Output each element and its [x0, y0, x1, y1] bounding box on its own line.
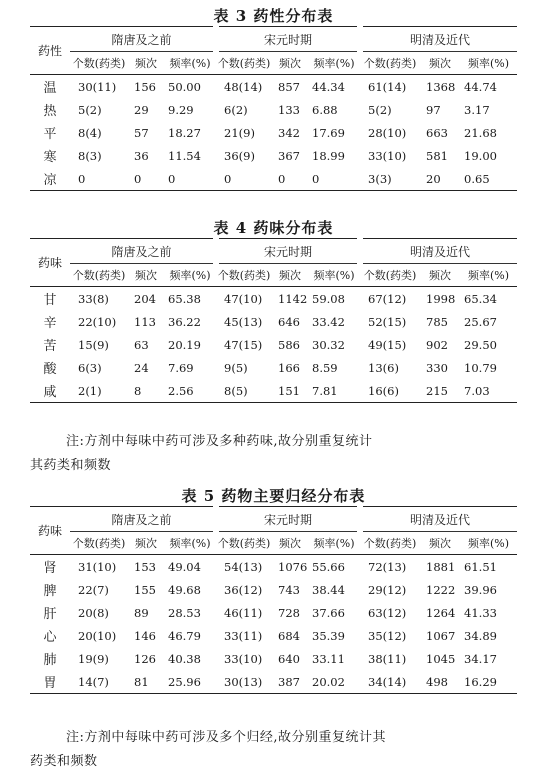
table3-attr-header: 药性 — [30, 27, 70, 75]
table3-cell: 6.88 — [312, 102, 338, 117]
table3-row-label: 温 — [43, 81, 57, 96]
table-4-block — [30, 218, 517, 403]
table-4-title: 表 4 药味分布表 — [213, 219, 334, 237]
table4-cell: 59.08 — [312, 291, 345, 306]
table3-cell: 18.99 — [312, 148, 345, 163]
table4-cell: 586 — [278, 337, 300, 352]
table4-cell: 65.38 — [168, 291, 201, 306]
table3-period-header: 宋元时期 — [216, 27, 360, 52]
table-row — [30, 75, 517, 99]
table4-cell: 13(6) — [368, 360, 399, 375]
table5-cell: 498 — [420, 670, 460, 694]
table4-cell: 47(10) — [224, 291, 263, 306]
table4-period-header: 隋唐及之前 — [70, 239, 216, 264]
table4-subheader: 频率(%) — [308, 264, 360, 287]
table5-cell: 387 — [272, 670, 308, 694]
table5-cell: 20.02 — [308, 670, 360, 694]
table5-cell: 684 — [278, 628, 300, 643]
table5-period-header: 隋唐及之前 — [70, 507, 216, 532]
table5-subheader: 个数(药类) — [216, 532, 272, 555]
table3-cell: 20 — [420, 167, 460, 191]
table5-cell: 37.66 — [312, 605, 345, 620]
table4-cell: 646 — [278, 314, 300, 329]
table3-cell: 0 — [128, 167, 164, 191]
table5-cell: 46.79 — [168, 628, 201, 643]
table3-cell: 19.00 — [464, 148, 497, 163]
table-row — [30, 578, 517, 601]
table5-cell: 29(12) — [368, 582, 407, 597]
table3-cell: 44.34 — [312, 79, 345, 94]
table3-cell: 21.68 — [464, 125, 497, 140]
table5-cell: 28.53 — [168, 605, 201, 620]
table5-cell: 31(10) — [78, 559, 117, 574]
table3-cell: 156 — [134, 79, 156, 94]
table-5-note-line-2: 药类和频数 — [30, 754, 98, 769]
table5-cell: 1881 — [426, 559, 456, 574]
table3-cell: 61(14) — [368, 79, 407, 94]
table3-cell: 8(4) — [78, 125, 102, 140]
table5-cell: 20(8) — [78, 605, 109, 620]
table5-cell: 38.44 — [312, 582, 345, 597]
table5-row-label: 肺 — [43, 653, 57, 668]
table4-row-label: 甘 — [43, 293, 57, 308]
table5-cell: 14(7) — [70, 670, 128, 694]
table4-cell: 166 — [278, 360, 300, 375]
table4-cell: 204 — [134, 291, 156, 306]
table5-cell: 34.17 — [464, 651, 497, 666]
table3-cell: 133 — [278, 102, 300, 117]
table3-cell: 581 — [426, 148, 448, 163]
table4-cell: 33.42 — [312, 314, 345, 329]
table-4-note-line-1: 注:方剂中每味中药可涉及多种药味,故分别重复统计 — [66, 434, 373, 449]
table4-cell: 2.56 — [164, 379, 216, 403]
table-row — [30, 670, 517, 694]
table4-cell: 215 — [420, 379, 460, 403]
table5-row-label: 脾 — [43, 584, 57, 599]
table-row — [30, 287, 517, 311]
table5-subheader: 频率(%) — [460, 532, 517, 555]
table5-subheader: 频次 — [420, 532, 460, 555]
table5-subheader: 频次 — [272, 532, 308, 555]
table4-cell: 7.03 — [460, 379, 517, 403]
table3-cell: 18.27 — [168, 125, 201, 140]
table4-row-label: 酸 — [43, 362, 57, 377]
table3-cell: 0 — [70, 167, 128, 191]
table3-row-label: 凉 — [30, 167, 70, 191]
table3-cell: 0.65 — [460, 167, 517, 191]
table4-cell: 33(8) — [78, 291, 109, 306]
table5-cell: 20(10) — [78, 628, 117, 643]
table-row — [30, 121, 517, 144]
table4-cell: 1998 — [426, 291, 456, 306]
table4-subheader: 频次 — [420, 264, 460, 287]
table3-cell: 48(14) — [224, 79, 263, 94]
table5-period-header: 明清及近代 — [360, 507, 517, 532]
table5-cell: 40.38 — [168, 651, 201, 666]
table5-cell: 743 — [278, 582, 300, 597]
table-4-note-line-2: 其药类和频数 — [30, 458, 112, 473]
table4-cell: 8 — [128, 379, 164, 403]
table4-cell: 9(5) — [224, 360, 248, 375]
table3-subheader: 个数(药类) — [70, 52, 128, 75]
table4-cell: 49(15) — [368, 337, 407, 352]
table4-cell: 1142 — [278, 291, 308, 306]
table4-subheader: 个数(药类) — [360, 264, 420, 287]
table4-cell: 52(15) — [368, 314, 407, 329]
table3-cell: 0 — [308, 167, 360, 191]
table5-cell: 22(7) — [78, 582, 109, 597]
table5-period-header: 宋元时期 — [216, 507, 360, 532]
table3-cell: 5(2) — [368, 102, 392, 117]
table3-cell: 857 — [278, 79, 300, 94]
table5-cell: 155 — [134, 582, 156, 597]
table5-attr-header: 药味 — [30, 507, 70, 555]
table3-cell: 28(10) — [368, 125, 407, 140]
table5-subheader: 个数(药类) — [70, 532, 128, 555]
table5-cell: 33(10) — [224, 651, 263, 666]
table4-cell: 330 — [426, 360, 448, 375]
table3-cell: 21(9) — [224, 125, 255, 140]
table-3 — [30, 26, 517, 191]
table5-cell: 1067 — [426, 628, 456, 643]
table5-cell: 39.96 — [464, 582, 497, 597]
table5-cell: 16.29 — [460, 670, 517, 694]
table5-cell: 19(9) — [78, 651, 109, 666]
table4-period-header: 宋元时期 — [216, 239, 360, 264]
table4-cell: 47(15) — [224, 337, 263, 352]
table4-subheader: 个数(药类) — [70, 264, 128, 287]
table5-subheader: 频次 — [128, 532, 164, 555]
table3-cell: 17.69 — [312, 125, 345, 140]
table3-cell: 0 — [216, 167, 272, 191]
table5-cell: 72(13) — [368, 559, 407, 574]
table4-cell: 16(6) — [360, 379, 420, 403]
table-row — [30, 310, 517, 333]
table5-row-label: 肾 — [43, 561, 57, 576]
table5-cell: 55.66 — [312, 559, 345, 574]
table5-cell: 146 — [134, 628, 156, 643]
table4-cell: 8(5) — [216, 379, 272, 403]
table3-period-header: 明清及近代 — [360, 27, 517, 52]
table5-cell: 54(13) — [224, 559, 263, 574]
table-row — [30, 98, 517, 121]
table3-cell: 342 — [278, 125, 300, 140]
table4-cell: 15(9) — [78, 337, 109, 352]
table5-cell: 61.51 — [464, 559, 497, 574]
table3-subheader: 个数(药类) — [360, 52, 420, 75]
table4-cell: 63 — [134, 337, 149, 352]
table4-subheader: 频率(%) — [164, 264, 216, 287]
table5-cell: 38(11) — [368, 651, 407, 666]
table4-cell: 7.69 — [168, 360, 194, 375]
table-row — [30, 647, 517, 670]
table-row — [30, 144, 517, 167]
table5-cell: 46(11) — [224, 605, 263, 620]
table5-cell: 25.96 — [164, 670, 216, 694]
table3-subheader: 频次 — [420, 52, 460, 75]
table3-cell: 36 — [134, 148, 149, 163]
table4-cell: 151 — [272, 379, 308, 403]
table4-cell: 785 — [426, 314, 448, 329]
table-row — [30, 356, 517, 379]
table-row — [30, 601, 517, 624]
table5-row-label: 肝 — [43, 607, 57, 622]
table3-subheader: 频次 — [128, 52, 164, 75]
table4-cell: 45(13) — [224, 314, 263, 329]
table5-cell: 81 — [128, 670, 164, 694]
table-5 — [30, 506, 517, 694]
table5-cell: 49.68 — [168, 582, 201, 597]
table3-cell: 57 — [134, 125, 149, 140]
table4-cell: 24 — [134, 360, 149, 375]
table3-cell: 5(2) — [78, 102, 102, 117]
table-row — [30, 624, 517, 647]
table3-row-label: 寒 — [43, 150, 57, 165]
table4-cell: 29.50 — [464, 337, 497, 352]
table3-subheader: 频率(%) — [460, 52, 517, 75]
table3-cell: 8(3) — [78, 148, 102, 163]
table3-cell: 50.00 — [168, 79, 201, 94]
table4-cell: 7.81 — [308, 379, 360, 403]
table5-cell: 33.11 — [312, 651, 345, 666]
table4-attr-header: 药味 — [30, 239, 70, 287]
table5-cell: 34(14) — [360, 670, 420, 694]
table4-cell: 2(1) — [70, 379, 128, 403]
table4-row-label: 咸 — [30, 379, 70, 403]
table4-subheader: 个数(药类) — [216, 264, 272, 287]
table5-cell: 1264 — [426, 605, 456, 620]
table5-cell: 1222 — [426, 582, 456, 597]
table4-cell: 25.67 — [464, 314, 497, 329]
table-5-title: 表 5 药物主要归经分布表 — [181, 487, 366, 505]
table3-subheader: 频率(%) — [164, 52, 216, 75]
table3-cell: 1368 — [426, 79, 456, 94]
table5-subheader: 频率(%) — [308, 532, 360, 555]
table5-cell: 35(12) — [368, 628, 407, 643]
table4-cell: 902 — [426, 337, 448, 352]
table-row — [30, 555, 517, 579]
table3-subheader: 频率(%) — [308, 52, 360, 75]
table4-cell: 113 — [134, 314, 156, 329]
table3-cell: 367 — [278, 148, 300, 163]
table5-cell: 89 — [134, 605, 149, 620]
table-row — [30, 333, 517, 356]
table5-cell: 36(12) — [224, 582, 263, 597]
table4-cell: 65.34 — [464, 291, 497, 306]
table3-subheader: 频次 — [272, 52, 308, 75]
table3-cell: 3(3) — [360, 167, 420, 191]
table-5-note — [30, 726, 517, 774]
table5-cell: 33(11) — [224, 628, 263, 643]
table-5-note-line-1: 注:方剂中每味中药可涉及多个归经,故分别重复统计其 — [66, 730, 387, 745]
table5-row-label: 心 — [43, 630, 57, 645]
table3-cell: 44.74 — [464, 79, 497, 94]
table4-cell: 30.32 — [312, 337, 345, 352]
table4-row-label: 辛 — [43, 316, 57, 331]
table3-cell: 33(10) — [368, 148, 407, 163]
table3-cell: 11.54 — [168, 148, 201, 163]
table3-cell: 0 — [272, 167, 308, 191]
table4-cell: 6(3) — [78, 360, 102, 375]
table-4-note — [30, 430, 517, 478]
table5-cell: 34.89 — [464, 628, 497, 643]
table5-subheader: 频率(%) — [164, 532, 216, 555]
table5-cell: 30(13) — [216, 670, 272, 694]
table3-row-label: 平 — [43, 127, 57, 142]
table3-cell: 29 — [134, 102, 149, 117]
table-4 — [30, 238, 517, 403]
table4-subheader: 频次 — [272, 264, 308, 287]
table3-period-header: 隋唐及之前 — [70, 27, 216, 52]
table3-cell: 9.29 — [168, 102, 194, 117]
table5-cell: 35.39 — [312, 628, 345, 643]
table-5-block — [30, 486, 517, 694]
table4-subheader: 频率(%) — [460, 264, 517, 287]
table3-row-label: 热 — [43, 104, 57, 119]
table4-subheader: 频次 — [128, 264, 164, 287]
table-row — [30, 167, 517, 191]
table3-cell: 0 — [164, 167, 216, 191]
table5-subheader: 个数(药类) — [360, 532, 420, 555]
table5-cell: 153 — [134, 559, 156, 574]
table4-cell: 67(12) — [368, 291, 407, 306]
table3-cell: 97 — [426, 102, 441, 117]
table-3-block — [30, 6, 517, 191]
table4-cell: 10.79 — [464, 360, 497, 375]
table-3-title: 表 3 药性分布表 — [213, 7, 334, 25]
table5-cell: 1045 — [426, 651, 456, 666]
table3-cell: 30(11) — [78, 79, 117, 94]
table3-cell: 6(2) — [224, 102, 248, 117]
table4-cell: 22(10) — [78, 314, 117, 329]
table5-cell: 728 — [278, 605, 300, 620]
table4-period-header: 明清及近代 — [360, 239, 517, 264]
table3-subheader: 个数(药类) — [216, 52, 272, 75]
table5-cell: 126 — [134, 651, 156, 666]
table5-cell: 49.04 — [168, 559, 201, 574]
table5-cell: 1076 — [278, 559, 308, 574]
table5-cell: 640 — [278, 651, 300, 666]
table5-row-label: 胃 — [30, 670, 70, 694]
table3-cell: 663 — [426, 125, 448, 140]
table5-cell: 63(12) — [368, 605, 407, 620]
table3-cell: 3.17 — [464, 102, 490, 117]
table3-cell: 36(9) — [224, 148, 255, 163]
table4-cell: 8.59 — [312, 360, 338, 375]
table4-cell: 20.19 — [168, 337, 201, 352]
table4-row-label: 苦 — [43, 339, 57, 354]
table-row — [30, 379, 517, 403]
table5-cell: 41.33 — [464, 605, 497, 620]
table4-cell: 36.22 — [168, 314, 201, 329]
